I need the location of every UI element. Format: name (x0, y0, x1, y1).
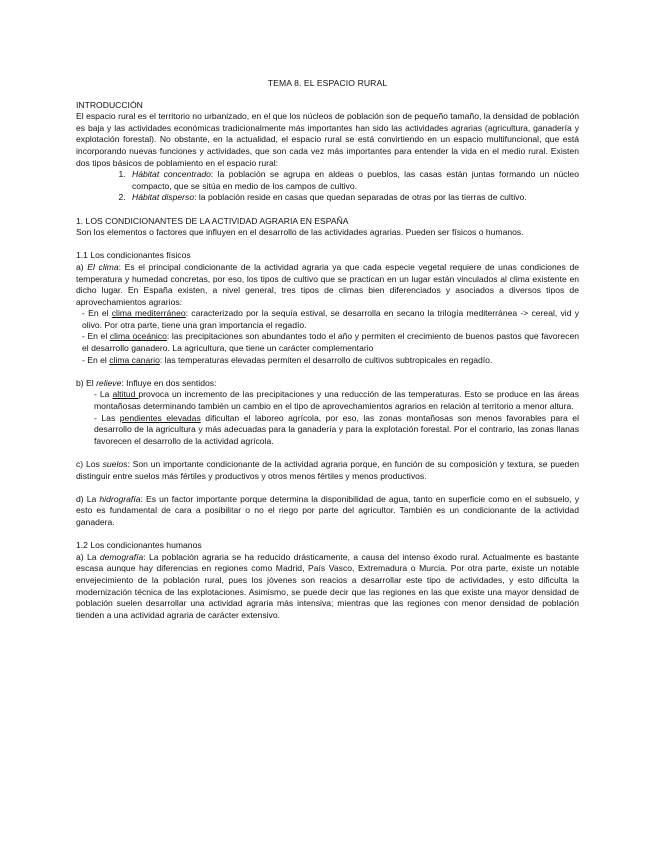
relieve-paragraph: b) El relieve: Influye en dos sentidos: (76, 377, 217, 388)
hidrografia-term: hidrografía (99, 493, 141, 504)
document-title: TEMA 8. EL ESPACIO RURAL (267, 78, 388, 88)
clima-mediterraneo-term: clima mediterráneo (111, 308, 186, 319)
relieve-term: relieve (96, 377, 122, 388)
pendientes-item: - Las pendientes elevadas dificultan el laboreo agrícola, por eso, las zonas montañosas son menos favorables para el desarrollo de la agricultura y más adecuadas para la ganadería y para la explotación forestal. Por el contrario, las zonas llanas favorecen el desarrollo de la actividad agrícola. (94, 412, 579, 446)
intro-heading: INTRODUCCIÓN (76, 99, 143, 110)
clima-term: El clima (87, 261, 119, 272)
suelos-paragraph: c) Los suelos: Son un importante condicionante de la actividad agraria porque, en función de su composición y textura, se pueden distinguir entre suelos más fértiles y productivos y otros menos fértiles y menos productivos. (76, 459, 580, 481)
hidrografia-paragraph: d) La hidrografía: Es un factor importante porque determina la disponibilidad de agua, tanto en superficie como en el subsuelo, y esto es fundamental de cara a posibilitar o no el riego por parte del agricultor. También es un condicionante de la actividad ganadera. (76, 493, 579, 527)
settlement-types-list (76, 169, 579, 204)
altitud-item: - La altitud provoca un incremento de las precipitaciones y una reducción de las temperaturas. Esto se produce en las áreas montañosas determinando también un cambio en el tipo de aprovechamientos agrarios en relación al territorio a menor altura. (94, 389, 579, 412)
section-1-2-heading: 1.2 Los condicionantes humanos (76, 540, 202, 551)
clima-oceanico-term: clima oceánico (109, 331, 167, 342)
demografia-paragraph: a) La demografía: La población agraria se ha reducido drásticamente, a causa del intenso éxodo rural. Actualmente es bastante escasa aunque hay diferencias en regiones como Madrid, País Vasco, Extremadura o Murcia. Por otra parte, existe un notable envejecimiento de la población rural, pues los jóvenes son reacios a desarrollar este tipo de actividades, y esto dificulta la modernización técnica de las explotaciones. Asimismo, se puede decir que las regiones en las que existe una mayor densidad de población suelen desarrollar una actividad agraria más intensiva; mientras que las regiones con menor densidad de población tienden a una actividad agraria de carácter extensivo. (76, 551, 579, 620)
list-item (128, 192, 579, 204)
list-item-text: : la población se agrupa en aldeas o pueblos, las casas están juntas formando un núcleo compacto, que se sitúa en medio de los campos de cultivo. (132, 169, 579, 191)
list-item (128, 169, 579, 192)
clima-paragraph: a) El clima: Es el principal condicionante de la actividad agraria ya que cada especie vegetal requiere de unas condiciones de temperatura y humedad concretas, por eso, los tipos de cultivo que se practican en un lugar están vinculados al clima existente en dicho lugar. En España existen, a nivel general, tres tipos de climas bien diferenciados y asociados a diversos tipos de aprovechamientos agrarios: (76, 261, 580, 307)
suelos-term: suelos (102, 459, 128, 469)
clima-canario-term: clima canario (109, 354, 160, 365)
pendientes-term: pendientes elevadas (119, 412, 201, 423)
list-item-term: Hábitat concentrado (132, 169, 211, 180)
list-item-text: : la población reside en casas que quedan separadas de otras por las tierras de cultivo. (194, 192, 527, 203)
clima-mediterraneo-item: - En el clima mediterráneo: caracterizado por la sequía estival, se desarrolla en secano la trilogía mediterránea -> cereal, vid y olivo. Por otra parte, tiene una gran importancia el regadío. (82, 308, 579, 330)
section-1-1-heading: 1.1 Los condicionantes físicos (76, 250, 191, 261)
demografia-term: demografía (99, 551, 144, 562)
intro-paragraph: El espacio rural es el territorio no urbanizado, en el que los núcleos de población son de pequeño tamaño, la densidad de población es baja y las actividades económicas tradicionalmente más importantes han sido las actividades agrarias (agricultura, ganadería y explotación forestal). No obstante, en la actualidad, el espacio rural se está convirtiendo en un espacio multifuncional, que está incorporando nuevas funciones y actividades, que son cada vez más importantes para entender la vida en el medio rural. Existen dos tipos básicos de poblamiento en el espacio rural: (76, 111, 579, 168)
clima-canario-item: - En el clima canario: las temperaturas elevadas permiten el desarrollo de cultivos subtropicales en regadío. (82, 354, 493, 365)
section-1-paragraph: Son los elementos o factores que influyen en el desarrollo de las actividades agrarias. Pueden ser físicos o humanos. (76, 227, 524, 238)
clima-oceanico-item: - En el clima oceánico: las precipitaciones son abundantes todo el año y permiten el crecimiento de buenos pastos que favorecen el desarrollo ganadero. La agricultura, que tiene un carácter complementario (82, 331, 579, 354)
document-page (76, 78, 579, 621)
list-item-term: Hábitat disperso (132, 192, 195, 203)
altitud-term: altitud (112, 389, 139, 400)
section-1-heading: 1. LOS CONDICIONANTES DE LA ACTIVIDAD AGRARIA EN ESPAÑA (76, 215, 349, 226)
